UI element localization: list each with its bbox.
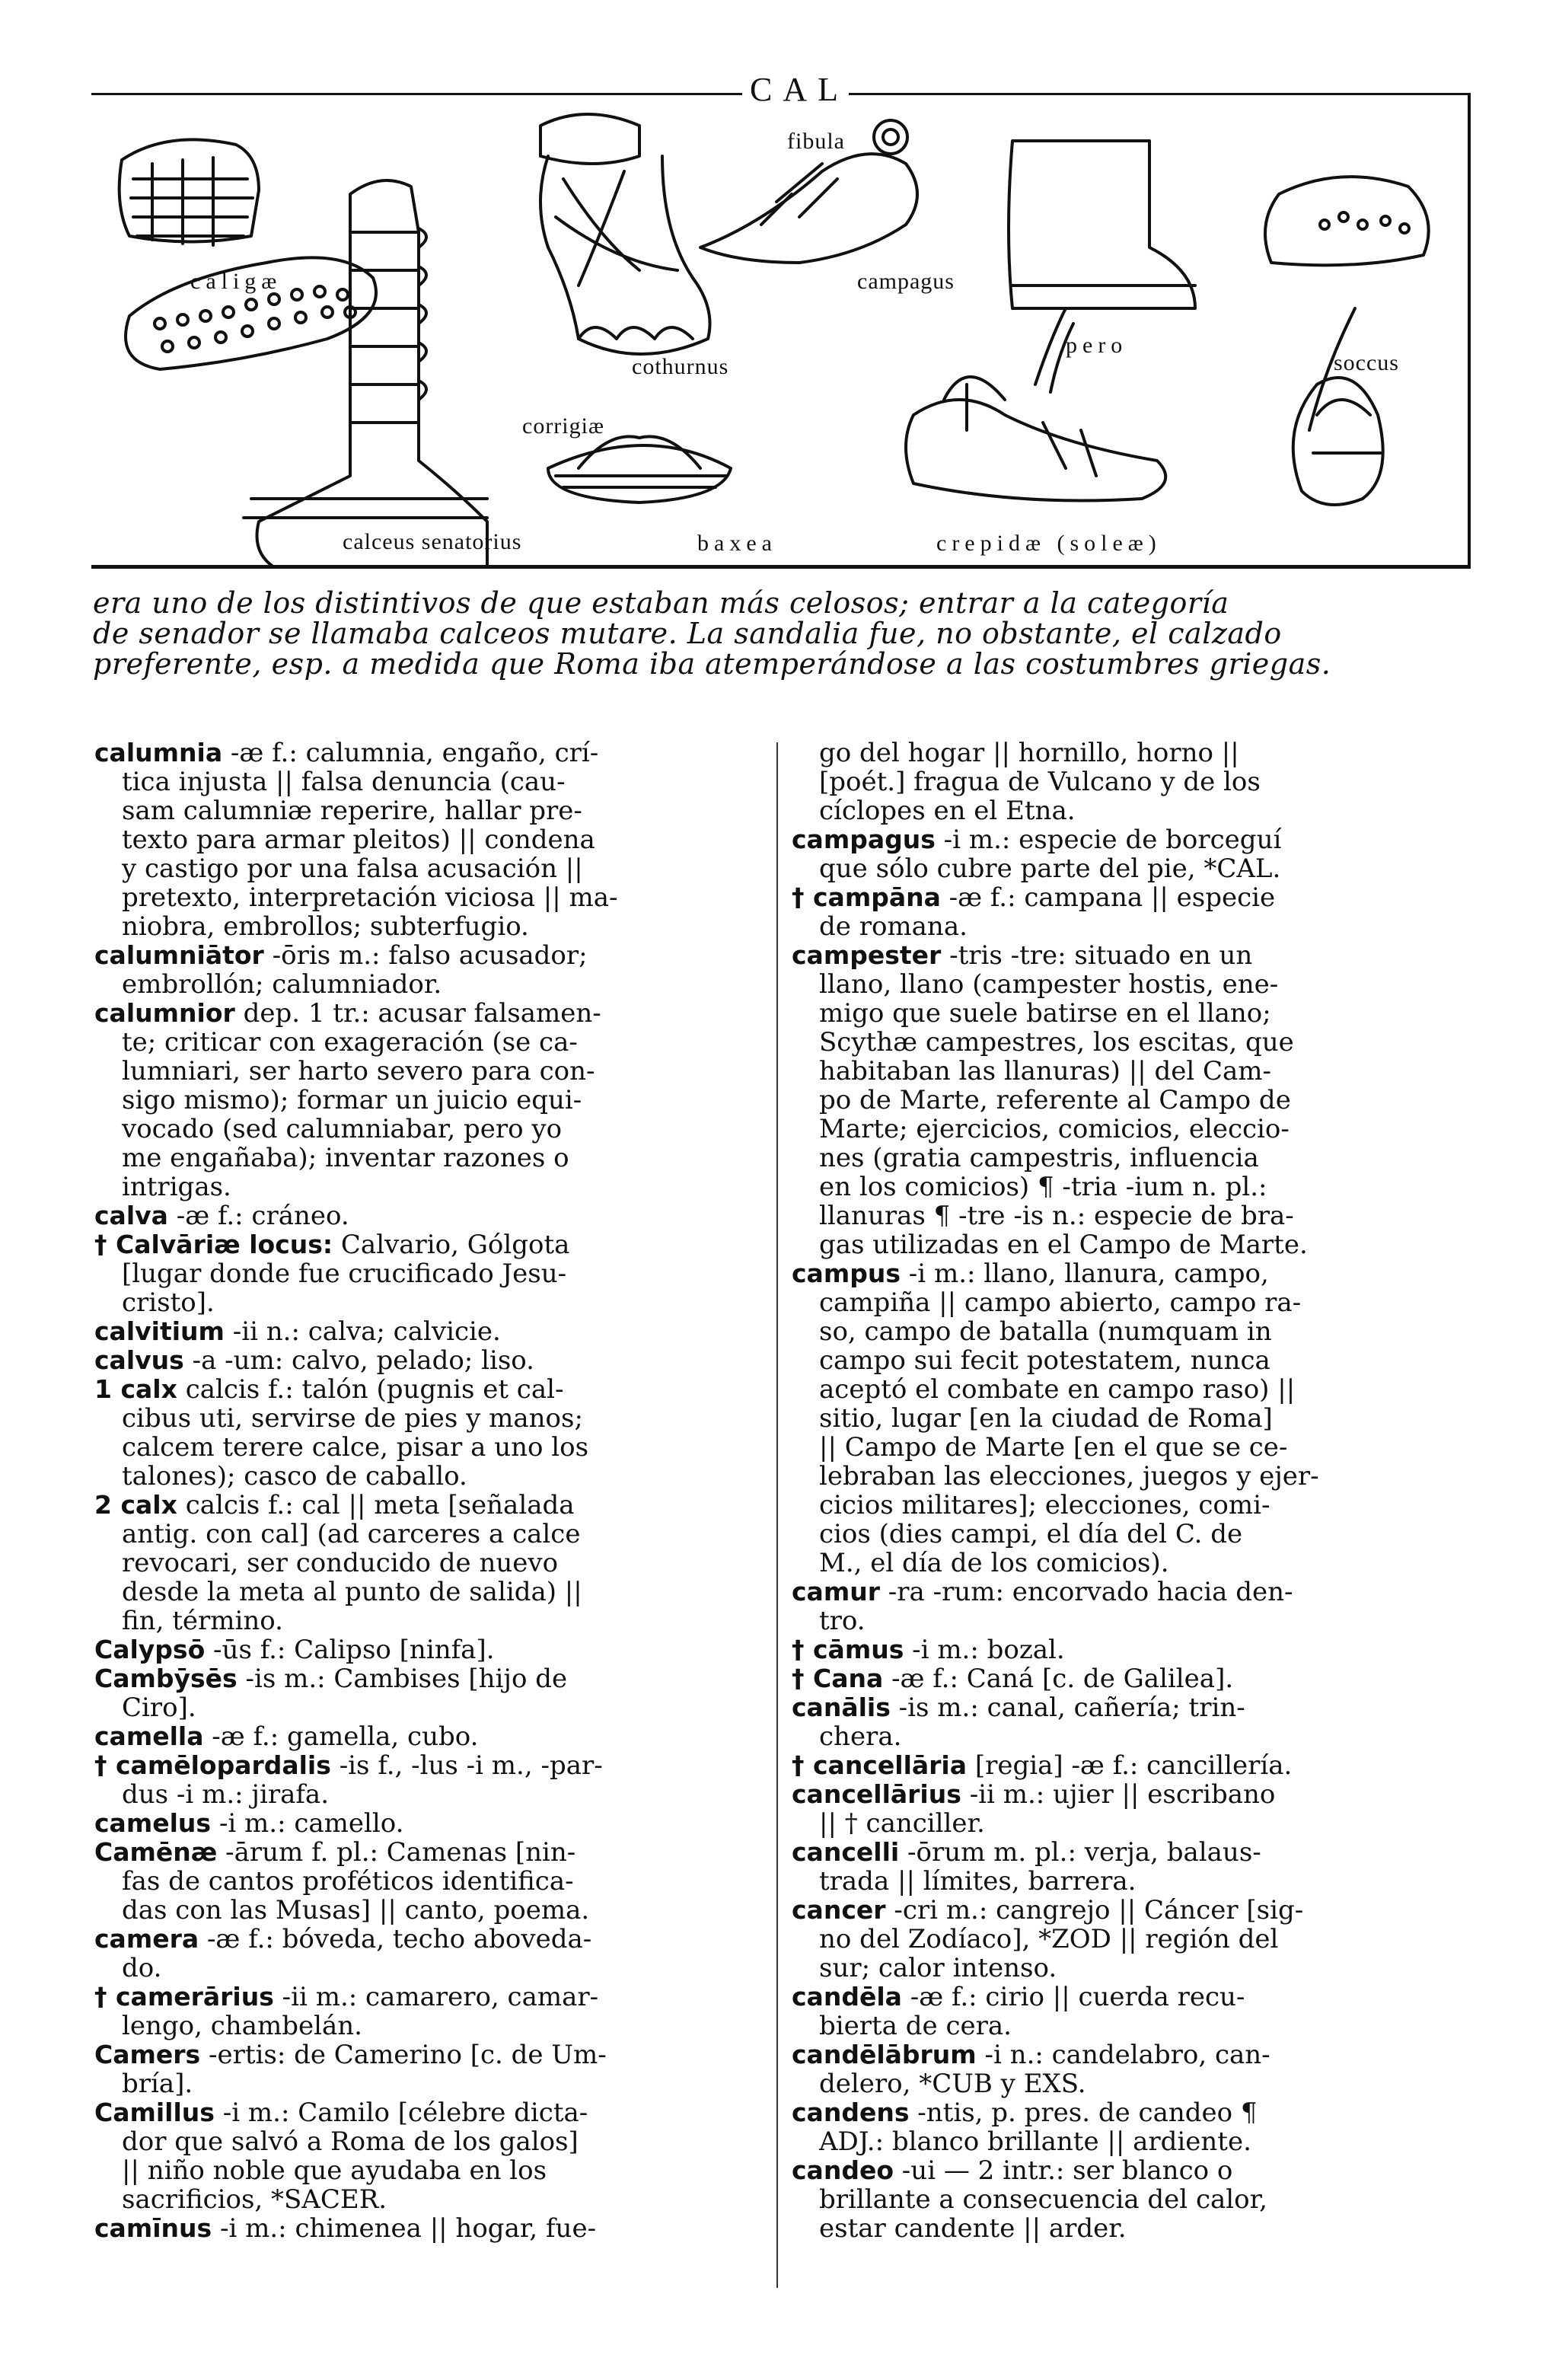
definition-continuation-line: po de Marte, referente al Campo de — [819, 1085, 1291, 1115]
definition-continuation-line: fas de cantos proféticos identifica- — [122, 1866, 574, 1897]
entry-definition: -a -um: calvo, pelado; liso. — [183, 1345, 534, 1376]
dictionary-entry-line — [94, 2098, 764, 2127]
definition-continuation-line: en los comicios) ¶ -tria -ium n. pl.: — [819, 1172, 1267, 1202]
entry-definition: Calvario, Gólgota — [333, 1230, 570, 1260]
definition-continuation-line: embrollón; calumniador. — [122, 969, 442, 1000]
dictionary-entry-line — [94, 1201, 764, 1230]
definition-continuation-line: trada || límites, barrera. — [819, 1866, 1137, 1897]
entry-headword: † camēlopardalis — [94, 1750, 331, 1780]
definition-continuation-line: habitaban las llanuras) || del Cam- — [819, 1056, 1272, 1086]
entry-definition: -cri m.: cangrejo || Cáncer [sig- — [885, 1895, 1304, 1925]
caption-line: preferente, esp. a medida que Roma iba atemperándose a las costumbres griegas. — [93, 647, 1331, 681]
entry-headword: cancer — [792, 1895, 886, 1925]
entry-definition: -i m.: llano, llanura, campo, — [900, 1259, 1269, 1289]
entry-headword: calvitium — [94, 1316, 225, 1346]
definition-continuation-line: bría]. — [122, 2069, 193, 2099]
entry-definition: -is m.: canal, cañería; trin- — [890, 1692, 1245, 1723]
definition-continuation-line: chera. — [819, 1721, 902, 1752]
left-column — [94, 739, 764, 2243]
entry-headword: candens — [792, 2098, 910, 2127]
definition-continuation-line: tica injusta || falsa denuncia (cau- — [122, 767, 566, 797]
caligae-sandal-drawing — [120, 139, 259, 245]
definition-continuation-line: sacrificios, *SACER. — [122, 2184, 387, 2215]
definition-continuation-line: nes (gratia campestris, influencia — [819, 1143, 1259, 1173]
entry-headword: 2 calx — [94, 1490, 177, 1520]
entry-headword: † campāna — [792, 882, 941, 912]
entry-definition: -æ f.: bóveda, techo aboveda- — [199, 1924, 592, 1954]
dictionary-entry-line — [792, 883, 1477, 912]
label-pero: pero — [1066, 333, 1128, 358]
entry-definition: -ōrum m. pl.: verja, balaus- — [899, 1837, 1261, 1868]
entry-headword: camelus — [94, 1808, 212, 1838]
definition-continuation-line: sam calumniæ reperire, hallar pre- — [122, 796, 582, 826]
entry-headword: cancelli — [792, 1837, 900, 1867]
entry-definition: -i n.: candelabro, can- — [976, 2040, 1270, 2070]
dictionary-entry-line — [94, 1317, 764, 1346]
definition-continuation-line: Marte; ejercicios, comicios, eleccio- — [819, 1114, 1290, 1144]
entry-definition: -æ f.: campana || especie — [940, 882, 1276, 913]
soccus-drawing — [1265, 177, 1429, 265]
definition-continuation-line: cios (dies campi, el día del C. de — [819, 1519, 1243, 1549]
definition-continuation-line: de romana. — [819, 911, 968, 942]
definition-continuation-line: sitio, lugar [en la ciudad de Roma] — [819, 1403, 1273, 1434]
entry-headword: calvus — [94, 1345, 184, 1375]
entry-headword: † camerārius — [94, 1982, 274, 2012]
entry-definition: -æ f.: gamella, cubo. — [203, 1721, 479, 1752]
entry-headword: Calypsō — [94, 1635, 206, 1664]
entry-headword: candēlābrum — [792, 2040, 977, 2069]
dictionary-entry-line — [94, 2214, 764, 2243]
entry-headword: † Calvāriæ locus: — [94, 1230, 333, 1259]
label-crepidae: crepidæ (soleæ) — [936, 531, 1162, 556]
definition-continuation-line: dor que salvó a Roma de los galos] — [122, 2126, 579, 2157]
label-calceus-senatorius: calceus senatorius — [343, 529, 522, 554]
dictionary-entry-line — [792, 1983, 1477, 2012]
definition-continuation-line: ADJ.: blanco brillante || ardiente. — [819, 2126, 1251, 2157]
dictionary-entry-line — [792, 1259, 1477, 1288]
dictionary-entry-line — [94, 1809, 764, 1838]
entry-definition: -æ f.: cirio || cuerda recu- — [901, 1982, 1245, 2012]
entry-headword: camella — [94, 1721, 204, 1751]
entry-headword: calva — [94, 1201, 168, 1230]
label-campagus: campagus — [857, 269, 955, 294]
definition-continuation-line: sur; calor intenso. — [819, 1953, 1057, 1983]
entry-definition: [regia] -æ f.: cancillería. — [967, 1750, 1293, 1781]
entry-headword: † cāmus — [792, 1635, 904, 1664]
definition-continuation-line: y castigo por una falsa acusación || — [122, 853, 583, 884]
entry-definition: -is m.: Cambises [hijo de — [237, 1664, 568, 1694]
label-baxea: baxea — [697, 531, 777, 556]
entry-headword: campagus — [792, 825, 936, 854]
definition-continuation-line: campo sui fecit potestatem, nunca — [819, 1345, 1270, 1376]
soleae-sandal-drawing — [1293, 308, 1383, 505]
dictionary-entry-line — [94, 999, 764, 1028]
definition-continuation-line: lebraban las elecciones, juegos y ejer- — [819, 1461, 1319, 1491]
entry-definition: -i m.: Camilo [célebre dicta- — [214, 2098, 588, 2128]
definition-continuation-line: no del Zodíaco], *ZOD || región del — [819, 1924, 1279, 1954]
definition-continuation-line: migo que suele batirse en el llano; — [819, 998, 1271, 1029]
definition-continuation-line: llano, llano (campester hostis, ene- — [819, 969, 1279, 1000]
label-caligae: caligæ — [190, 269, 282, 294]
entry-headword: † Cana — [792, 1664, 884, 1693]
dictionary-entry-line — [94, 1983, 764, 2012]
dictionary-entry-line — [792, 2040, 1477, 2069]
entry-headword: campus — [792, 1259, 901, 1288]
entry-headword: calumnia — [94, 738, 223, 767]
entry-headword: Cambȳsēs — [94, 1664, 238, 1693]
definition-continuation-line: gas utilizadas en el Campo de Marte. — [819, 1230, 1308, 1260]
definition-continuation-line: sigo mismo); formar un juicio equi- — [122, 1085, 582, 1115]
definition-continuation-line: niobra, embrollos; subterfugio. — [122, 911, 529, 942]
baxea-drawing — [548, 436, 731, 502]
dictionary-entry-line — [94, 1375, 764, 1404]
definition-continuation-line: estar candente || arder. — [819, 2213, 1127, 2244]
definition-continuation-line: [poét.] fragua de Vulcano y de los — [819, 767, 1261, 797]
dictionary-entry-line — [94, 1491, 764, 1520]
definition-continuation-line: do. — [122, 1953, 162, 1983]
definition-continuation-line: calcem terere calce, pisar a uno los — [122, 1432, 589, 1463]
right-column — [792, 739, 1477, 2243]
definition-continuation-line: que sólo cubre parte del pie, *CAL. — [819, 853, 1281, 884]
definition-continuation-line: go del hogar || hornillo, horno || — [819, 738, 1239, 768]
calceus-senatorius-drawing — [244, 180, 487, 567]
dictionary-entry-line — [792, 825, 1477, 854]
entry-definition: dep. 1 tr.: acusar falsamen- — [234, 998, 601, 1029]
definition-continuation-line: antig. con cal] (ad carceres a calce — [122, 1519, 581, 1549]
entry-headword: camera — [94, 1924, 199, 1954]
definition-continuation-line: me engañaba); inventar razones o — [122, 1143, 569, 1173]
entry-definition: calcis f.: cal || meta [señalada — [177, 1490, 575, 1520]
entry-headword: candēla — [792, 1982, 902, 2012]
definition-continuation-line: lengo, chambelán. — [122, 2011, 362, 2041]
definition-continuation-line: tro. — [819, 1606, 866, 1636]
definition-continuation-line: bierta de cera. — [819, 2011, 1012, 2041]
entry-definition: -ertis: de Camerino [c. de Um- — [200, 2040, 607, 2070]
entry-definition: -tris -tre: situado en un — [941, 940, 1253, 971]
entry-definition: -i m.: camello. — [211, 1808, 404, 1839]
entry-headword: camur — [792, 1577, 880, 1606]
entry-definition: -i m.: chimenea || hogar, fue- — [212, 2213, 597, 2244]
plate-caption — [93, 588, 1471, 679]
definition-continuation-line: cicios militares]; elecciones, comi- — [819, 1490, 1270, 1520]
definition-continuation-line: pretexto, interpretación viciosa || ma- — [122, 882, 618, 913]
definition-continuation-line: dus -i m.: jirafa. — [122, 1779, 329, 1810]
entry-headword: † cancellāria — [792, 1750, 968, 1780]
label-soccus: soccus — [1334, 350, 1399, 375]
entry-definition: -ra -rum: encorvado hacia den- — [879, 1577, 1293, 1607]
dictionary-entry-line — [94, 1635, 764, 1664]
entry-definition: -is f., -lus -i m., -par- — [330, 1750, 603, 1781]
entry-definition: -ii m.: camarero, camar- — [273, 1982, 599, 2012]
dictionary-entry-line — [94, 1346, 764, 1375]
entry-definition: -i m.: especie de borceguí — [935, 825, 1282, 855]
definition-continuation-line: fin, término. — [122, 1606, 283, 1636]
definition-continuation-line: talones); casco de caballo. — [122, 1461, 467, 1491]
definition-continuation-line: cibus uti, servirse de pies y manos; — [122, 1403, 583, 1434]
entry-definition: -æ f.: cráneo. — [167, 1201, 349, 1231]
entry-definition: -æ f.: Caná [c. de Galilea]. — [883, 1664, 1234, 1694]
footwear-illustration — [91, 95, 1471, 569]
entry-headword: Camillus — [94, 2098, 215, 2127]
definition-continuation-line: te; criticar con exageración (se ca- — [122, 1027, 578, 1058]
cothurnus-drawing — [540, 114, 710, 354]
definition-continuation-line: Scythæ campestres, los escitas, que — [819, 1027, 1294, 1058]
entry-headword: canālis — [792, 1692, 891, 1722]
definition-continuation-line: [lugar donde fue crucificado Jesu- — [122, 1259, 567, 1289]
entry-definition: -ārum f. pl.: Camenas [nin- — [217, 1837, 576, 1868]
dictionary-entry-line — [792, 2156, 1477, 2185]
dictionary-entry-line — [792, 1635, 1477, 1664]
definition-continuation-line: || niño noble que ayudaba en los — [122, 2155, 547, 2186]
entry-headword: calumnior — [94, 998, 235, 1028]
column-divider — [776, 742, 778, 2288]
entry-headword: camīnus — [94, 2213, 212, 2243]
entry-definition: -ui — 2 intr.: ser blanco o — [894, 2155, 1233, 2186]
definition-continuation-line: llanuras ¶ -tre -is n.: especie de bra- — [819, 1201, 1294, 1231]
dictionary-entry-line — [94, 1751, 764, 1780]
entry-headword: Camēnæ — [94, 1837, 218, 1867]
dictionary-entry-line — [94, 1838, 764, 1867]
dictionary-entry-line — [94, 1925, 764, 1954]
dictionary-entry-line — [792, 1780, 1477, 1809]
entry-headword: 1 calx — [94, 1374, 177, 1404]
definition-continuation-line: campiña || campo abierto, campo ra- — [819, 1287, 1302, 1318]
dictionary-entry-line — [792, 1693, 1477, 1722]
entry-definition: -æ f.: calumnia, engaño, crí- — [222, 738, 599, 768]
definition-continuation-line: M., el día de los comicios). — [819, 1548, 1169, 1578]
definition-continuation-line: vocado (sed calumniabar, pero yo — [122, 1114, 563, 1144]
entry-headword: campester — [792, 940, 942, 970]
running-head: CAL — [750, 71, 849, 108]
caption-line: era uno de los distintivos de que estaban más celosos; entrar a la categoría — [93, 586, 1229, 620]
definition-continuation-line: || † canciller. — [819, 1808, 985, 1839]
definition-continuation-line: das con las Musas] || canto, poema. — [122, 1895, 590, 1925]
definition-continuation-line: cristo]. — [122, 1287, 215, 1318]
dictionary-entry-line — [94, 1230, 764, 1259]
definition-continuation-line: brillante a consecuencia del calor, — [819, 2184, 1267, 2215]
entry-definition: -i m.: bozal. — [904, 1635, 1065, 1665]
entry-definition: -ii n.: calva; calvicie. — [224, 1316, 501, 1347]
label-fibula: fibula — [787, 129, 845, 154]
entry-definition: -ūs f.: Calipso [ninfa]. — [205, 1635, 495, 1665]
dictionary-entry-line — [792, 1664, 1477, 1693]
entry-headword: cancellārius — [792, 1779, 961, 1809]
entry-definition: -ii m.: ujier || escribano — [961, 1779, 1276, 1810]
definition-continuation-line: aceptó el combate en campo raso) || — [819, 1374, 1296, 1405]
definition-continuation-line: || Campo de Marte [en el que se ce- — [819, 1432, 1288, 1463]
dictionary-entry-line — [94, 1664, 764, 1693]
dictionary-entry-line — [94, 941, 764, 970]
entry-definition: -ōris m.: falso acusador; — [263, 940, 588, 971]
dictionary-entry-line — [94, 739, 764, 767]
dictionary-entry-line — [792, 1751, 1477, 1780]
definition-continuation-line: intrigas. — [122, 1172, 231, 1202]
entry-definition: calcis f.: talón (pugnis et cal- — [177, 1374, 564, 1405]
definition-continuation-line: texto para armar pleitos) || condena — [122, 825, 595, 855]
definition-continuation-line: desde la meta al punto de salida) || — [122, 1577, 582, 1607]
illustration-plate — [91, 95, 1471, 569]
entry-definition: -ntis, p. pres. de candeo ¶ — [909, 2098, 1258, 2128]
caption-line: de senador se llamaba calceos mutare. La sandalia fue, no obstante, el calzado — [93, 617, 1282, 650]
dictionary-entry-line — [792, 1838, 1477, 1867]
definition-continuation-line: cíclopes en el Etna. — [819, 796, 1076, 826]
pero-boot-drawing — [1009, 141, 1195, 308]
definition-continuation-line: so, campo de batalla (numquam in — [819, 1316, 1272, 1347]
dictionary-entry-line — [792, 1896, 1477, 1925]
dictionary-entry-line — [94, 1722, 764, 1751]
dictionary-entry-line — [792, 2098, 1477, 2127]
definition-continuation-line: delero, *CUB y EXS. — [819, 2069, 1086, 2099]
entry-headword: Camers — [94, 2040, 201, 2069]
definition-continuation-line: revocari, ser conducido de nuevo — [122, 1548, 559, 1578]
definition-continuation-line: lumniari, ser harto severo para con- — [122, 1056, 595, 1086]
entry-headword: calumniātor — [94, 940, 264, 970]
label-cothurnus: cothurnus — [632, 354, 729, 379]
dictionary-entry-line — [792, 1578, 1477, 1606]
dictionary-entry-line — [94, 2040, 764, 2069]
label-corrigiae: corrigiæ — [522, 413, 604, 439]
definition-continuation-line: Ciro]. — [122, 1692, 196, 1723]
entry-headword: candeo — [792, 2155, 894, 2185]
dictionary-entry-line — [792, 941, 1477, 970]
